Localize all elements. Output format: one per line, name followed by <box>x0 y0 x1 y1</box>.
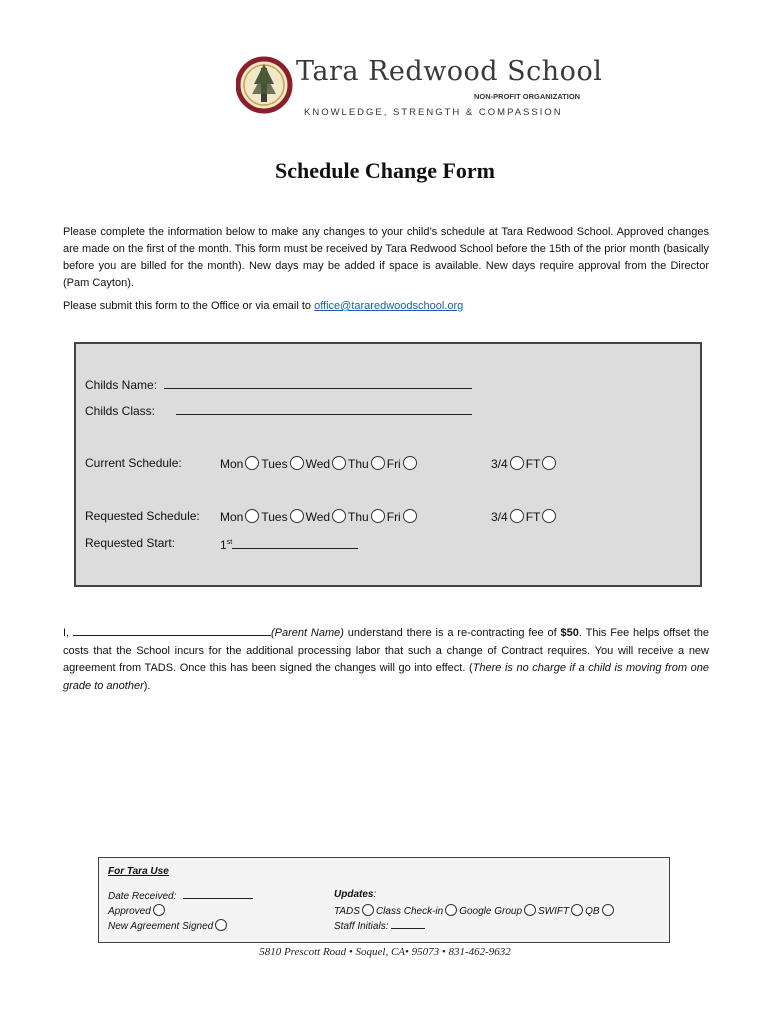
logo-subtitle: NON-PROFIT ORGANIZATION <box>474 92 581 101</box>
approved-radio[interactable] <box>153 904 165 916</box>
date-received-field[interactable] <box>183 889 253 899</box>
date-received-row <box>108 889 253 902</box>
requested-start-field[interactable] <box>232 536 358 549</box>
current-ft-radio[interactable] <box>542 456 556 470</box>
parent-name-hint: (Parent Name) <box>270 627 344 639</box>
update-google-group-radio[interactable] <box>524 904 536 916</box>
update-google-group-label: Google Group <box>459 906 523 917</box>
consent-note: There is no charge if a child is moving from one grade to another <box>63 662 709 692</box>
update-swift-label: SWIFT <box>538 906 570 917</box>
update-swift-radio[interactable] <box>571 904 583 916</box>
consent-text2: . This Fee helps offset the costs that the School incurs for the additional processing labor that such a change of Contract requires. You will receive a new agreement from TADS. Once this has been signed the changes will go into effect. ( <box>63 627 710 674</box>
footer-address: 5810 Prescott Road • Soquel, CA• 95073 • 831-462-9632 <box>259 946 511 958</box>
requested-day-tues-label: Tues <box>261 510 288 524</box>
current-plan-ft-label: FT <box>525 457 541 471</box>
requested-start-row <box>220 536 358 552</box>
requested-plan-options <box>491 509 558 524</box>
intro-paragraph: Please complete the information below to make any changes to your child’s schedule at Tara Redwood School. Approved changes are made on the first of the month. This form must be received by Tara Redwood School before the 15th of the prior month (basically before you are billed for the month). New days may be added if space is available. New days require approval from the Director (Pam Cayton). <box>63 226 709 289</box>
requested-tues-radio[interactable] <box>290 509 304 523</box>
update-class-checkin-radio[interactable] <box>445 904 457 916</box>
submit-text: Please submit this form to the Office or via email to <box>63 300 315 312</box>
office-email-link[interactable]: office@tararedwoodschool.org <box>314 300 464 312</box>
logo-name: Tara Redwood School <box>296 56 603 87</box>
logo-text <box>296 56 603 118</box>
approved-label: Approved <box>108 906 151 917</box>
childs-name-field[interactable] <box>164 376 472 389</box>
consent-text1: understand there is a re-contracting fee of <box>343 627 561 639</box>
requested-wed-radio[interactable] <box>332 509 346 523</box>
current-schedule-label: Current Schedule: <box>85 456 182 470</box>
childs-class-field[interactable] <box>176 402 472 415</box>
current-fri-radio[interactable] <box>403 456 417 470</box>
logo-tagline: KNOWLEDGE, STRENGTH & COMPASSION <box>304 107 563 118</box>
update-items-row <box>334 904 616 917</box>
parent-name-field[interactable] <box>73 624 271 636</box>
date-received-label: Date Received: <box>108 891 177 902</box>
staff-initials-field[interactable] <box>391 919 425 929</box>
requested-schedule-days <box>220 509 419 524</box>
current-day-thu-label: Thu <box>348 457 369 471</box>
current-wed-radio[interactable] <box>332 456 346 470</box>
office-use-title: For Tara Use <box>108 866 169 877</box>
current-day-wed-label: Wed <box>305 457 331 471</box>
current-day-tues-label: Tues <box>261 457 288 471</box>
current-schedule-days <box>220 456 419 471</box>
current-mon-radio[interactable] <box>245 456 259 470</box>
childs-name-label: Childs Name: <box>85 378 158 392</box>
update-qb-label: QB <box>585 906 600 917</box>
requested-fri-radio[interactable] <box>403 509 417 523</box>
current-thu-radio[interactable] <box>371 456 385 470</box>
updates-row: Updates: <box>334 889 377 900</box>
consent-text3: ). <box>143 679 151 692</box>
submit-instructions <box>63 300 463 312</box>
current-34-radio[interactable] <box>510 456 524 470</box>
childs-class-label: Childs Class: <box>85 404 156 418</box>
approved-row <box>108 904 167 917</box>
recontract-fee: $50 <box>560 627 579 639</box>
requested-day-fri-label: Fri <box>386 510 401 524</box>
current-plan-34-label: 3/4 <box>491 457 508 471</box>
current-plan-options <box>491 456 558 471</box>
requested-day-mon-label: Mon <box>220 510 244 524</box>
requested-schedule-label: Requested Schedule: <box>85 509 200 523</box>
requested-thu-radio[interactable] <box>371 509 385 523</box>
consent-prefix: I, <box>63 627 73 639</box>
current-day-fri-label: Fri <box>386 457 401 471</box>
consent-paragraph <box>63 624 709 695</box>
requested-plan-ft-label: FT <box>525 510 541 524</box>
new-agreement-row <box>108 919 229 932</box>
requested-ft-radio[interactable] <box>542 509 556 523</box>
new-agreement-label: New Agreement Signed <box>108 921 214 932</box>
update-tads-label: TADS <box>334 906 360 917</box>
current-day-mon-label: Mon <box>220 457 244 471</box>
requested-mon-radio[interactable] <box>245 509 259 523</box>
requested-start-prefix: 1 <box>220 538 227 552</box>
requested-day-wed-label: Wed <box>305 510 331 524</box>
new-agreement-radio[interactable] <box>215 919 227 931</box>
requested-day-thu-label: Thu <box>348 510 369 524</box>
update-class-checkin-label: Class Check-in <box>375 906 444 917</box>
staff-initials-label: Staff Initials: <box>334 921 389 932</box>
requested-plan-34-label: 3/4 <box>491 510 508 524</box>
page-title: Schedule Change Form <box>275 158 495 183</box>
requested-start-suffix: st <box>226 539 233 546</box>
requested-start-label: Requested Start: <box>85 536 176 550</box>
childs-class-row <box>85 402 472 418</box>
requested-34-radio[interactable] <box>510 509 524 523</box>
updates-label: Updates <box>334 889 374 900</box>
update-tads-radio[interactable] <box>362 904 374 916</box>
childs-name-row <box>85 376 472 392</box>
staff-initials-row <box>334 919 425 932</box>
current-tues-radio[interactable] <box>290 456 304 470</box>
update-qb-radio[interactable] <box>602 904 614 916</box>
